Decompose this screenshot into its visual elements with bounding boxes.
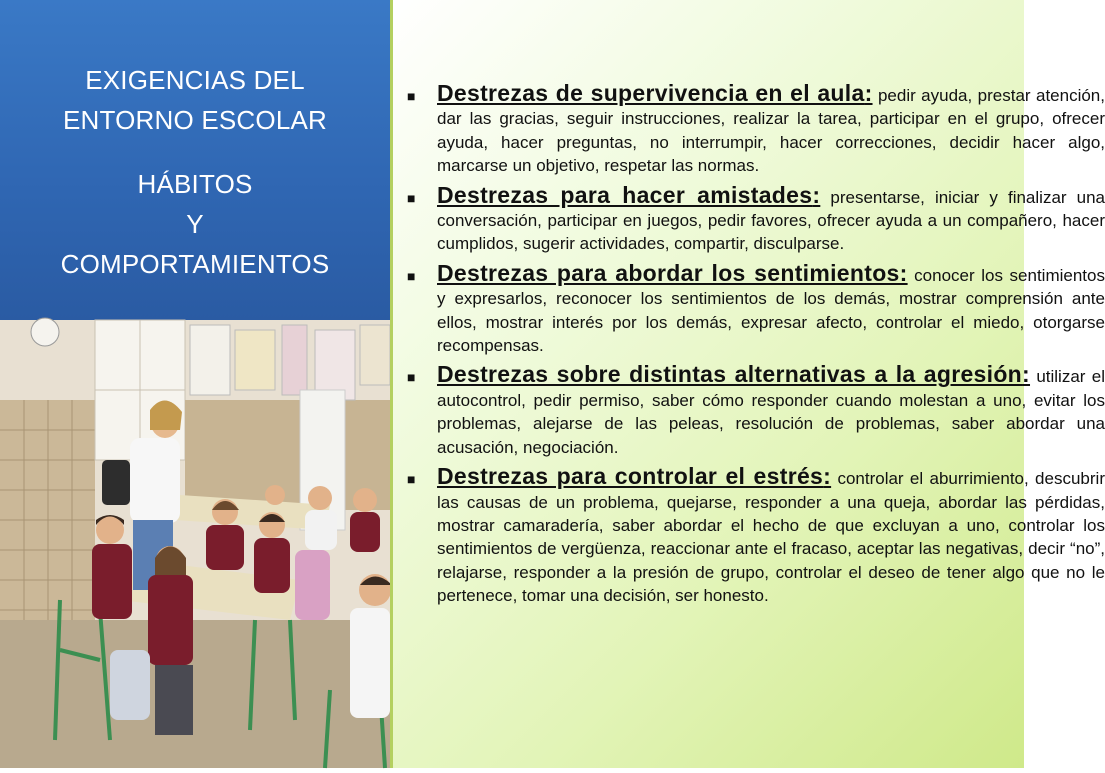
bullet-heading-colon: : bbox=[864, 80, 873, 106]
subtitle-line-1: HÁBITOS bbox=[137, 169, 253, 199]
bullet-heading-colon: : bbox=[823, 463, 832, 490]
bullet-heading: Destrezas para hacer amistades bbox=[437, 181, 813, 208]
square-bullet-icon: ■ bbox=[407, 267, 416, 284]
bullet-item bbox=[405, 181, 1105, 256]
title-panel bbox=[0, 0, 390, 320]
bullet-item bbox=[405, 363, 1105, 459]
bullet-heading: Destrezas para abordar los sentimientos: bbox=[437, 259, 908, 286]
bullet-heading-colon: : bbox=[812, 181, 821, 208]
bullet-item bbox=[405, 82, 1105, 178]
title-block bbox=[0, 60, 390, 284]
bullet-text: controlar el aburrimiento, descubrir las causas de un problema, quejarse, responder a una queja, abordar las pérdidas, mostrar camaradería, saber abordar el hecho de que excluyan a uno, controlar los sentimientos de vergüenza, reaccionar ante el fracaso, aceptar las negativas, decir “no”, relajarse, responder a la presión de grupo, controlar el deseo de tener algo que no le pertenece, tomar una decisión, ser honesto. bbox=[437, 469, 1105, 606]
bullet-text: pedir ayuda, prestar atención, dar las gracias, seguir instrucciones, realizar la tarea, participar en el grupo, ofrecer ayuda, hacer preguntas, no interrumpir, hacer correcciones, decidir hacer algo, marcarse un objetivo, respetar las normas. bbox=[437, 86, 1105, 176]
title-line-1: EXIGENCIAS DEL bbox=[85, 65, 305, 95]
title-line-2: ENTORNO ESCOLAR bbox=[62, 105, 327, 135]
bullet-heading: Destrezas de supervivencia en el aula bbox=[437, 80, 865, 106]
subtitle-line-3: COMPORTAMIENTOS bbox=[60, 249, 330, 279]
bullet-heading: Destrezas para controlar el estrés bbox=[437, 463, 824, 490]
square-bullet-icon: ■ bbox=[407, 471, 416, 488]
square-bullet-icon: ■ bbox=[407, 88, 416, 104]
subtitle-line-2: Y bbox=[186, 209, 204, 239]
classroom-photo-icon bbox=[0, 320, 390, 768]
bullet-item bbox=[405, 259, 1105, 358]
content-panel bbox=[390, 0, 1105, 768]
bullet-text: utilizar el autocontrol, pedir permiso, saber cómo responder cuando molestan a uno, evitar los problemas, alejarse de las peleas, resolución de problemas, saber abordar una acusación, negociación. bbox=[437, 367, 1105, 457]
square-bullet-icon: ■ bbox=[407, 189, 416, 206]
title-spacer bbox=[0, 140, 390, 164]
square-bullet-icon: ■ bbox=[407, 369, 416, 386]
classroom-photo bbox=[0, 320, 390, 768]
bullet-item bbox=[405, 465, 1105, 607]
bullet-list bbox=[405, 82, 1105, 614]
bullet-heading: Destrezas sobre distintas alternativas a la agresión bbox=[437, 361, 1023, 388]
bullet-text: conocer los sentimientos y expresarlos, reconocer los sentimientos de los demás, mostrar comprensión ante ellos, mostrar interés por los demás, expresar afecto, controlar el miedo, otorgarse recompensas. bbox=[437, 265, 1105, 356]
bullet-text: presentarse, iniciar y finalizar una conversación, participar en juegos, pedir favores, ofrecer ayuda a un compañero, hacer cumplidos, sugerir actividades, compartir, disculparse. bbox=[437, 187, 1105, 254]
bullet-heading-colon: : bbox=[1022, 361, 1031, 388]
